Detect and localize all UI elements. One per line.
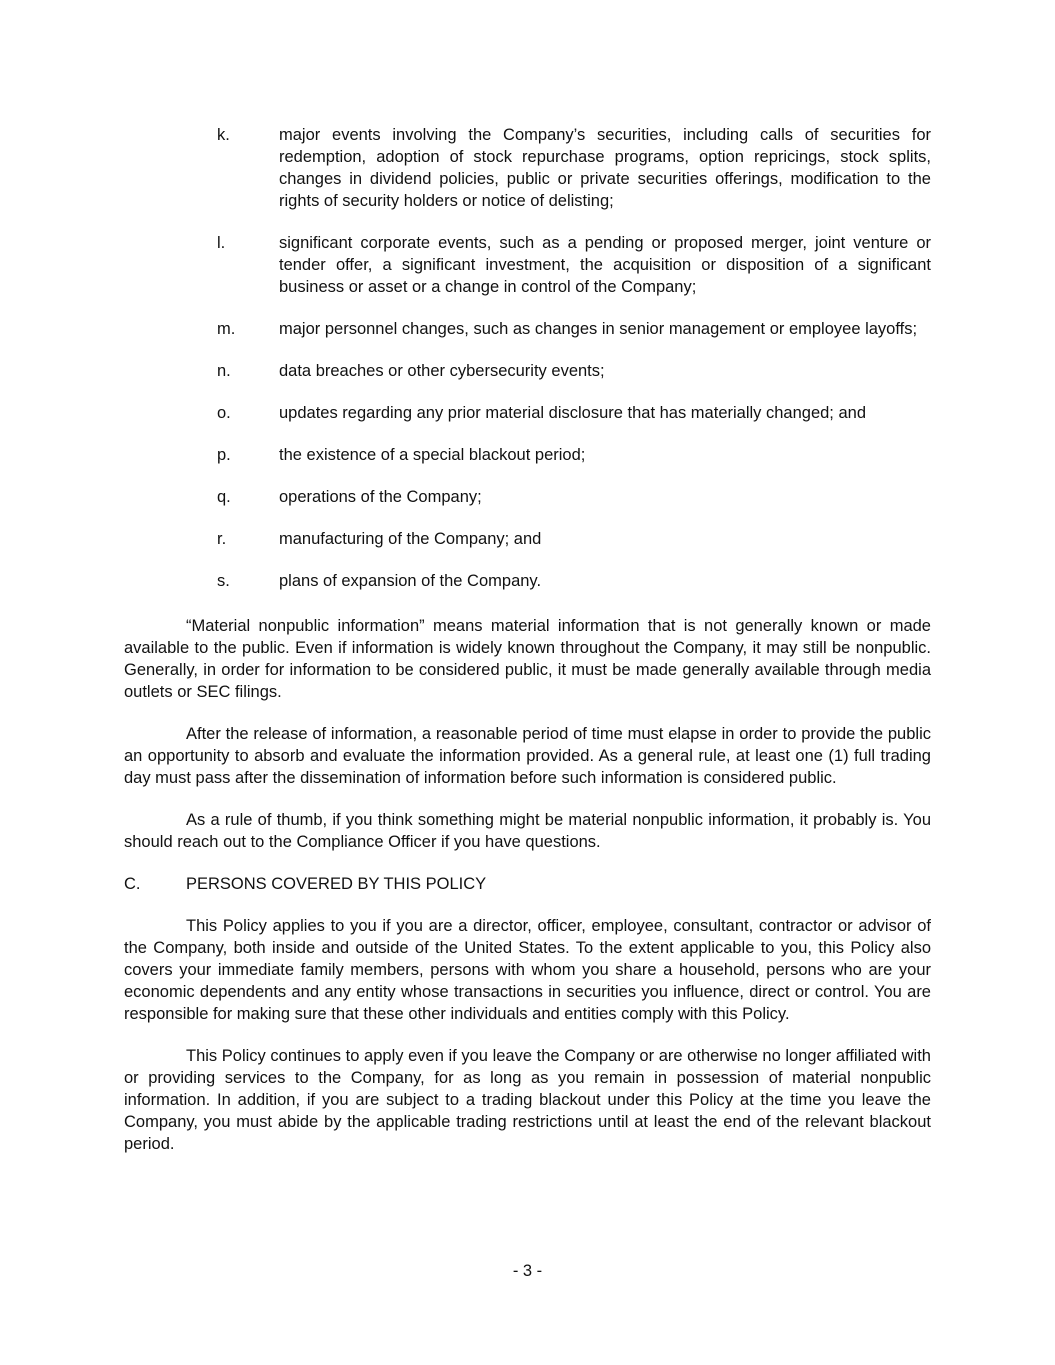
list-item: [217, 528, 931, 550]
list-item-text: significant corporate events, such as a pending or proposed merger, joint venture or tender offer, a significant investment, the acquisition or disposition of a significant business or asset or a change in control of the Company;: [279, 234, 931, 296]
list-item: [217, 360, 931, 382]
paragraph-policy-continues: This Policy continues to apply even if you leave the Company or are otherwise no longer affiliated with or providing services to the Company, for as long as you remain in possession of material nonpublic information. In addition, if you are subject to a trading blackout under this Policy at the time you leave the Company, you must abide by the applicable trading restrictions until at least the end of the relevant blackout period.: [124, 1047, 931, 1153]
section-marker: C.: [124, 875, 141, 893]
list-item-text: manufacturing of the Company; and: [279, 530, 542, 548]
body-text: [124, 615, 931, 1175]
list-item-marker: r.: [217, 530, 227, 548]
list-item-marker: n.: [217, 362, 231, 380]
list-item: [217, 124, 931, 212]
list-item-text: major personnel changes, such as changes in senior management or employee layoffs;: [279, 320, 918, 338]
section-heading: [124, 873, 931, 895]
list-item: [217, 318, 931, 340]
paragraph-release-period: After the release of information, a reasonable period of time must elapse in order to provide the public an opportunity to absorb and evaluate the information provided. As a general rule, at least one (1) full trading day must pass after the dissemination of information before such information is considered public.: [124, 725, 931, 787]
paragraph-material-nonpublic-definition: “Material nonpublic information” means material information that is not generally known or made available to the public. Even if information is widely known throughout the Company, it may still be nonpublic. Generally, in order for information to be considered public, it must be made generally available through media outlets or SEC filings.: [124, 617, 931, 701]
list-item: [217, 232, 931, 298]
list-item-text: updates regarding any prior material disclosure that has materially changed; and: [279, 404, 866, 422]
list-item: [217, 402, 931, 424]
list-item-text: operations of the Company;: [279, 488, 482, 506]
definition-list: [217, 124, 931, 612]
page-number: - 3 -: [512, 1262, 543, 1280]
list-item-text: plans of expansion of the Company.: [279, 572, 542, 590]
list-item-text: data breaches or other cybersecurity events;: [279, 362, 605, 380]
list-item-text: the existence of a special blackout period;: [279, 446, 586, 464]
list-item-marker: s.: [217, 572, 230, 590]
paragraph-policy-applies: This Policy applies to you if you are a director, officer, employee, consultant, contractor or advisor of the Company, both inside and outside of the United States. To the extent applicable to you, this Policy also covers your immediate family members, persons with whom you share a household, persons who are your economic dependents and any entity whose transactions in securities you influence, direct or control. You are responsible for making sure that these other individuals and entities comply with this Policy.: [124, 917, 931, 1023]
section-title: PERSONS COVERED BY THIS POLICY: [186, 875, 487, 893]
list-item-marker: l.: [217, 234, 226, 252]
list-item-marker: m.: [217, 320, 236, 338]
list-item: [217, 570, 931, 592]
list-item-marker: o.: [217, 404, 231, 422]
list-item-marker: k.: [217, 126, 230, 144]
list-item: [217, 444, 931, 466]
list-item-marker: q.: [217, 488, 231, 506]
paragraph-rule-of-thumb: As a rule of thumb, if you think something might be material nonpublic information, it probably is. You should reach out to the Compliance Officer if you have questions.: [124, 811, 931, 851]
list-item-text: major events involving the Company’s securities, including calls of securities for redemption, adoption of stock repurchase programs, option repricings, stock splits, changes in dividend policies, public or private securities offerings, modification to the rights of security holders or notice of delisting;: [279, 126, 931, 210]
list-item-marker: p.: [217, 446, 231, 464]
list-item: [217, 486, 931, 508]
